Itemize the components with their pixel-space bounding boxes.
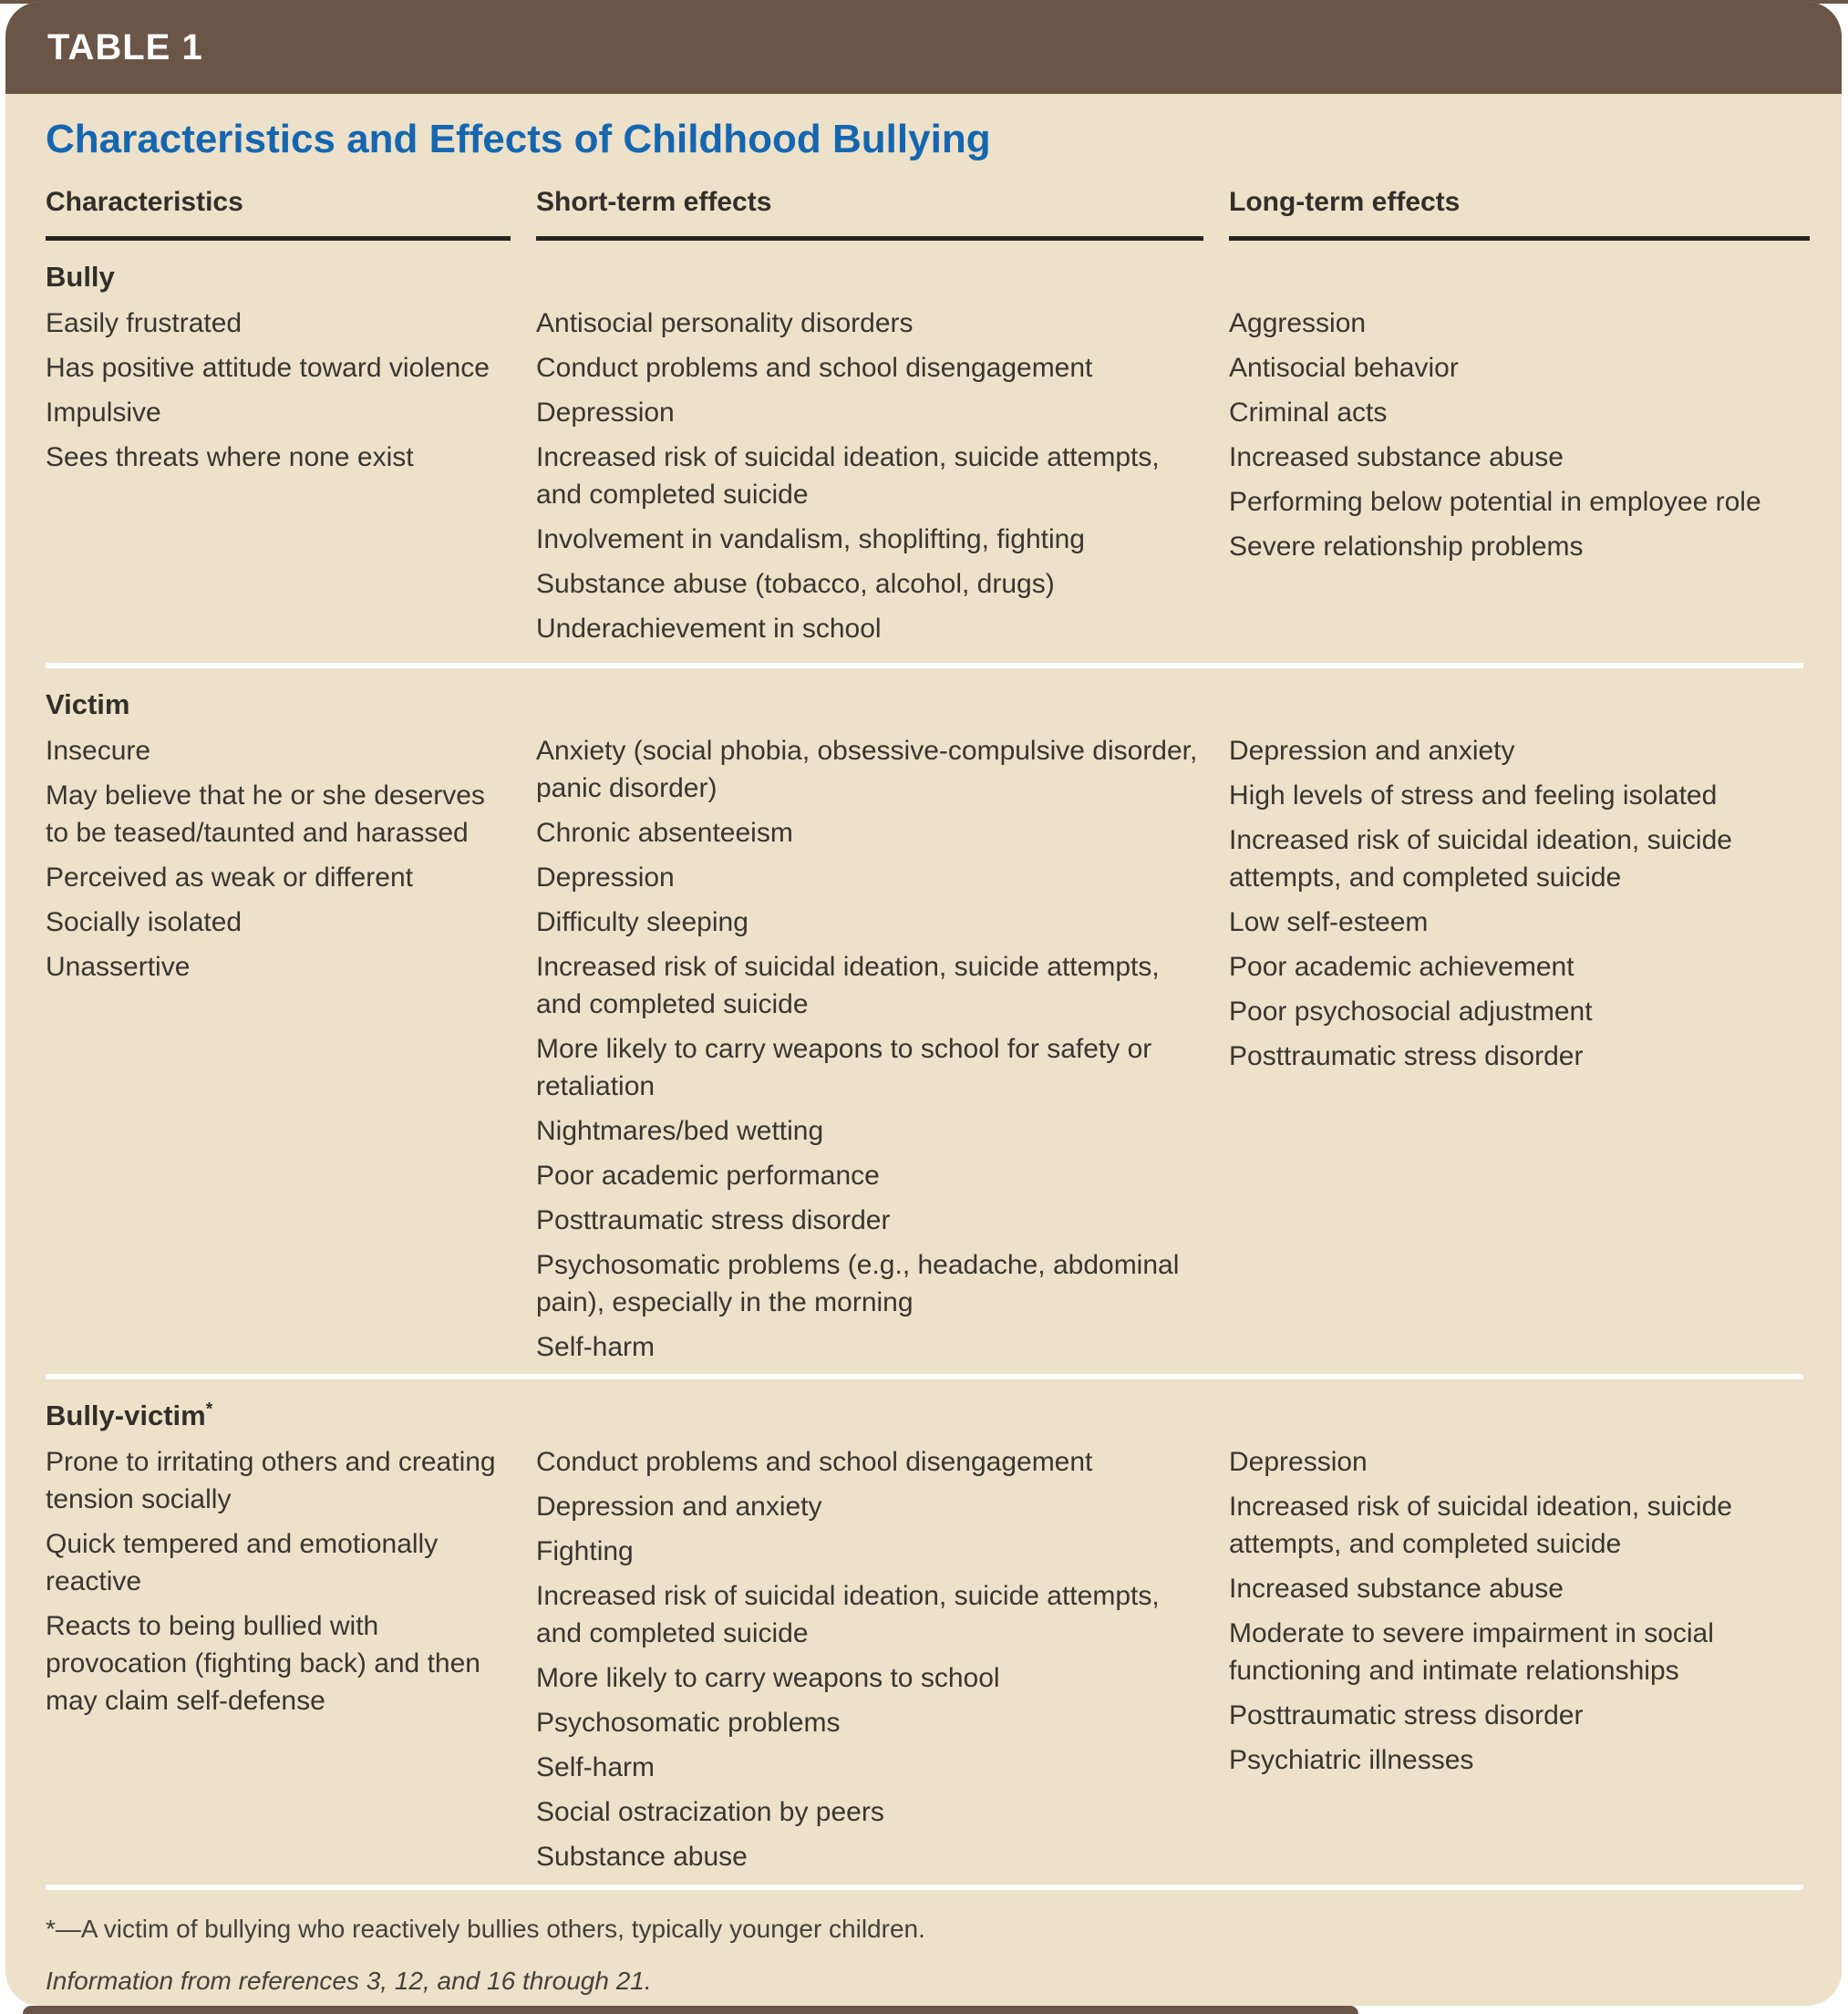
section-cell-characteristics <box>46 732 511 1373</box>
cell-item: Depression <box>536 398 675 428</box>
column-header-characteristics: Characteristics <box>46 187 511 241</box>
cell-item: Low self-esteem <box>1229 907 1429 937</box>
cell-item: Fighting <box>536 1536 634 1566</box>
table-section <box>46 241 1803 663</box>
section-cell-short-term <box>536 732 1203 1373</box>
cell-item: Self-harm <box>536 1752 656 1782</box>
column-header-long-term: Long-term effects <box>1229 187 1810 241</box>
cell-item: Antisocial personality disorders <box>536 308 914 338</box>
cell-item: Increased risk of suicidal ideation, suicide attempts, and completed suicide <box>1229 825 1732 893</box>
cell-item: Posttraumatic stress disorder <box>1229 1041 1584 1071</box>
section-cell-characteristics <box>46 305 511 655</box>
cell-item: Social ostracization by peers <box>536 1797 884 1827</box>
section-suffix: * <box>205 1399 213 1420</box>
cell-item: Conduct problems and school disengagement <box>536 1447 1093 1477</box>
table-card <box>5 2 1842 2006</box>
cell-item: Aggression <box>1229 308 1367 338</box>
cell-item: May believe that he or she deserves to be teased/taunted and harassed <box>46 780 485 848</box>
cell-item: Depression and anxiety <box>536 1492 822 1522</box>
cell-item: Poor psychosocial adjustment <box>1229 997 1593 1027</box>
cell-item: More likely to carry weapons to school for safety or retaliation <box>536 1034 1152 1101</box>
column-header-short-term: Short-term effects <box>536 187 1203 241</box>
table-sections <box>46 241 1803 1885</box>
table-title: Characteristics and Effects of Childhood Bullying <box>46 117 991 161</box>
cell-item: Increased substance abuse <box>1229 1574 1564 1604</box>
cell-item: Sees threats where none exist <box>46 442 414 472</box>
section-cell-long-term <box>1229 1443 1810 1883</box>
cell-item: Depression <box>1229 1447 1368 1477</box>
table-section <box>46 1374 1803 1885</box>
cell-item: Impulsive <box>46 398 161 428</box>
section-heading <box>46 1399 1810 1432</box>
cell-item: Difficulty sleeping <box>536 907 748 937</box>
table-body <box>5 116 1842 1998</box>
cell-item: Perceived as weak or different <box>46 862 413 893</box>
cell-item: Nightmares/bed wetting <box>536 1116 824 1146</box>
table-section <box>46 663 1803 1374</box>
footnote-source: Information from references 3, 12, and 16 through 21. <box>46 1967 652 1995</box>
cell-item: Psychosomatic problems (e.g., headache, abdominal pain), especially in the morning <box>536 1250 1180 1317</box>
section-cell-characteristics <box>46 1443 511 1883</box>
cell-item: Has positive attitude toward violence <box>46 353 490 383</box>
cell-item: Easily frustrated <box>46 308 243 338</box>
cell-item: High levels of stress and feeling isolated <box>1229 780 1718 811</box>
column-header-row <box>46 187 1803 241</box>
cell-item: Depression <box>536 862 675 893</box>
section-name: Bully-victim <box>46 1399 206 1431</box>
cell-item: Psychosomatic problems <box>536 1708 841 1738</box>
footnote-definition: *—A victim of bullying who reactively bullies others, typically younger children. <box>46 1915 925 1943</box>
section-heading <box>46 261 1810 294</box>
cell-item: Substance abuse (tobacco, alcohol, drugs) <box>536 569 1055 599</box>
cell-item: Depression and anxiety <box>1229 736 1515 766</box>
cell-item: Performing below potential in employee role <box>1229 487 1761 517</box>
cell-item: Increased risk of suicidal ideation, suicide attempts, and completed suicide <box>1229 1492 1732 1559</box>
cell-item: Antisocial behavior <box>1229 353 1459 383</box>
cell-item: Insecure <box>46 736 151 766</box>
section-heading <box>46 688 1810 721</box>
cell-item: Increased risk of suicidal ideation, suicide attempts, and completed suicide <box>536 952 1160 1019</box>
cell-item: Socially isolated <box>46 907 243 937</box>
cell-item: Poor academic achievement <box>1229 952 1574 982</box>
cropped-bottom-edge <box>23 2006 1358 2014</box>
section-cell-long-term <box>1229 732 1810 1373</box>
section-cell-short-term <box>536 1443 1203 1883</box>
cell-item: Increased risk of suicidal ideation, suicide attempts, and completed suicide <box>536 442 1160 510</box>
cell-item: Posttraumatic stress disorder <box>536 1205 891 1235</box>
cell-item: Criminal acts <box>1229 398 1388 428</box>
cell-item: Conduct problems and school disengagement <box>536 353 1093 383</box>
cell-item: Chronic absenteeism <box>536 818 793 848</box>
cell-item: Moderate to severe impairment in social functioning and intimate relationships <box>1229 1618 1714 1686</box>
cell-item: Prone to irritating others and creating tension socially <box>46 1447 496 1514</box>
cell-item: Substance abuse <box>536 1842 748 1872</box>
cell-item: Severe relationship problems <box>1229 532 1584 562</box>
table-header-bar <box>5 2 1842 94</box>
cell-item: Reacts to being bullied with provocation (fighting back) and then may claim self-defense <box>46 1611 480 1716</box>
cell-item: Anxiety (social phobia, obsessive-compulsive disorder, panic disorder) <box>536 736 1198 803</box>
cell-item: Unassertive <box>46 952 191 982</box>
section-name: Victim <box>46 688 130 720</box>
cell-item: Quick tempered and emotionally reactive <box>46 1529 439 1596</box>
cell-item: Self-harm <box>536 1332 656 1362</box>
cell-item: More likely to carry weapons to school <box>536 1663 1000 1693</box>
table-number-label: TABLE 1 <box>47 27 203 67</box>
cell-item: Increased risk of suicidal ideation, suicide attempts, and completed suicide <box>536 1581 1160 1648</box>
cell-item: Underachievement in school <box>536 614 882 644</box>
section-name: Bully <box>46 261 115 293</box>
section-cell-long-term <box>1229 305 1810 655</box>
cell-item: Increased substance abuse <box>1229 442 1564 472</box>
cell-item: Involvement in vandalism, shoplifting, fighting <box>536 524 1085 554</box>
table-footnotes <box>46 1885 1803 1998</box>
cell-item: Posttraumatic stress disorder <box>1229 1700 1584 1730</box>
section-cell-short-term <box>536 305 1203 655</box>
cell-item: Poor academic performance <box>536 1161 880 1191</box>
cell-item: Psychiatric illnesses <box>1229 1745 1474 1775</box>
